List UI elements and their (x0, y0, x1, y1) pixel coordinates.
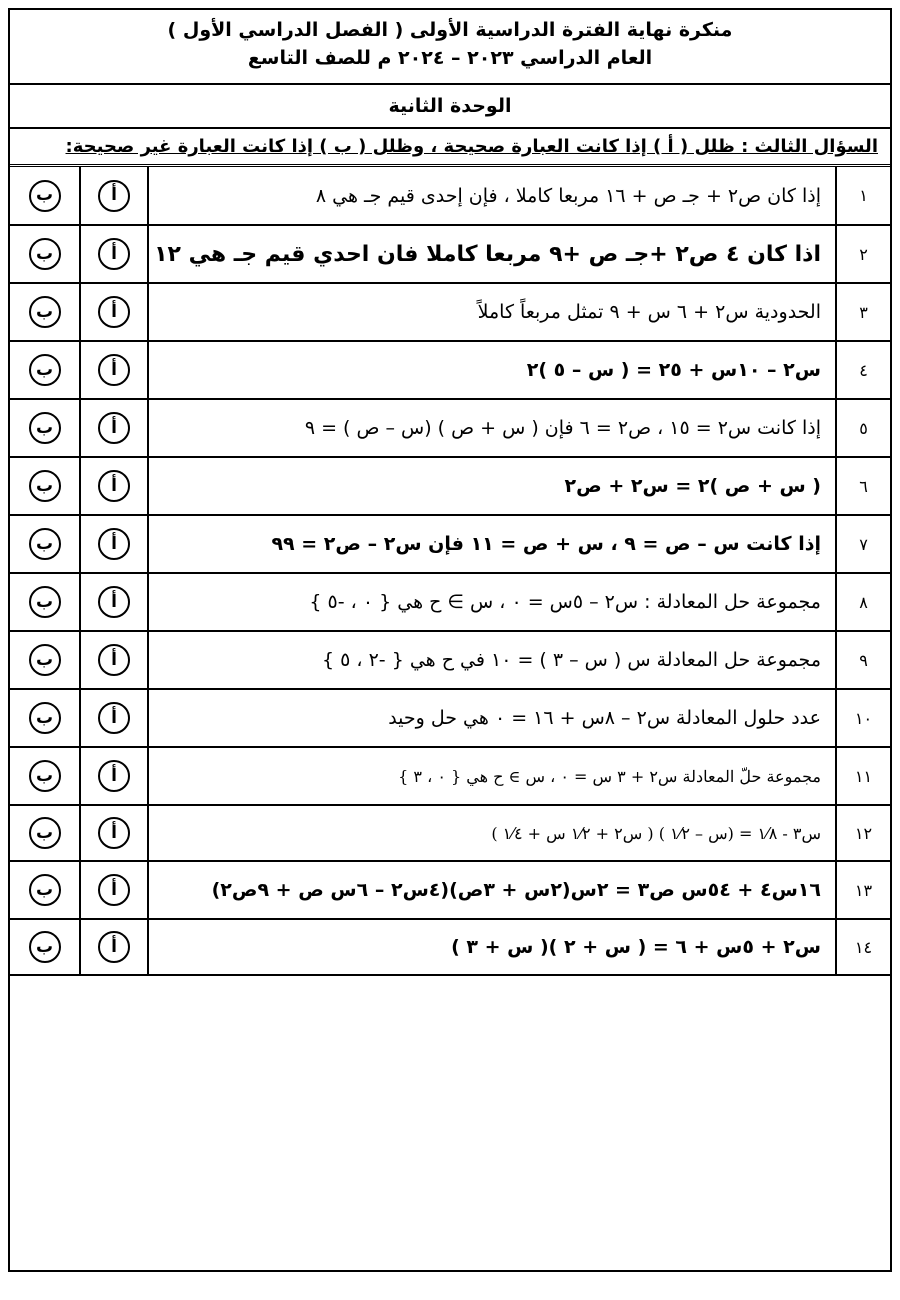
option-a-cell (80, 573, 148, 631)
option-b-cell (10, 631, 80, 689)
unit-heading: الوحدة الثانية (10, 85, 890, 129)
question-number: ١ (836, 167, 890, 225)
option-a-cell (80, 283, 148, 341)
option-b-bubble[interactable]: ب (29, 760, 61, 792)
true-false-table (10, 167, 890, 976)
question-statement: إذا كان ص٢ + جـ ص + ١٦ مربعا كاملا ، فإن إحدى قيم جـ هي ٨ (148, 167, 836, 225)
question-statement: مجموعة حل المعادلة : س٢ – ٥س = ٠ ، س ∋ ح هي { ٠ ، -٥ } (148, 573, 836, 631)
option-a-cell (80, 399, 148, 457)
option-b-bubble[interactable]: ب (29, 412, 61, 444)
question-statement: عدد حلول المعادلة س٢ – ٨س + ١٦ = ٠ هي حل وحيد (148, 689, 836, 747)
question-row (10, 167, 890, 225)
question-row (10, 225, 890, 283)
option-a-bubble[interactable]: أ (98, 702, 130, 734)
option-a-cell (80, 861, 148, 919)
option-b-cell (10, 515, 80, 573)
option-a-bubble[interactable]: أ (98, 470, 130, 502)
question-number: ١٤ (836, 919, 890, 975)
question-number: ٣ (836, 283, 890, 341)
question-row (10, 341, 890, 399)
question-number: ٥ (836, 399, 890, 457)
worksheet-title (10, 10, 890, 85)
question-number: ٦ (836, 457, 890, 515)
question-row (10, 919, 890, 975)
option-b-bubble[interactable]: ب (29, 470, 61, 502)
question-row (10, 283, 890, 341)
option-a-cell (80, 919, 148, 975)
option-a-cell (80, 747, 148, 805)
option-b-cell (10, 341, 80, 399)
question-number: ٢ (836, 225, 890, 283)
option-a-cell (80, 805, 148, 861)
title-line-2: العام الدراسي ٢٠٢٣ – ٢٠٢٤ م للصف التاسع (247, 47, 653, 69)
question-number: ٧ (836, 515, 890, 573)
question-number: ١٣ (836, 861, 890, 919)
option-b-bubble[interactable]: ب (29, 180, 61, 212)
question-row (10, 861, 890, 919)
option-a-bubble[interactable]: أ (98, 874, 130, 906)
question-number: ١٢ (836, 805, 890, 861)
option-b-bubble[interactable]: ب (29, 354, 61, 386)
question-row (10, 573, 890, 631)
option-b-bubble[interactable]: ب (29, 817, 61, 849)
option-b-bubble[interactable]: ب (29, 874, 61, 906)
option-a-bubble[interactable]: أ (98, 644, 130, 676)
worksheet-frame (8, 8, 892, 1272)
option-b-cell (10, 689, 80, 747)
question-statement: ١٦س٤ + ٥٤س ص٣ = ٢س(٢س + ٣ص)(٤س٢ – ٦س ص + ٩ص٢) (148, 861, 836, 919)
option-a-bubble[interactable]: أ (98, 817, 130, 849)
question-number: ١٠ (836, 689, 890, 747)
option-b-cell (10, 225, 80, 283)
option-b-bubble[interactable]: ب (29, 586, 61, 618)
question-statement: س٣ - ١⁄٨ = (س – ١⁄٢ ) ( س٢ + ١⁄٢ س + ١⁄٤ ) (148, 805, 836, 861)
option-b-bubble[interactable]: ب (29, 931, 61, 963)
option-a-bubble[interactable]: أ (98, 586, 130, 618)
option-a-bubble[interactable]: أ (98, 760, 130, 792)
option-a-cell (80, 225, 148, 283)
option-b-cell (10, 457, 80, 515)
option-a-cell (80, 515, 148, 573)
question-row (10, 631, 890, 689)
question-statement: مجموعة حلّ المعادلة س٢ + ٣ س = ٠ ، س ∋ ح هي { ٠ ، ٣ } (148, 747, 836, 805)
option-b-bubble[interactable]: ب (29, 644, 61, 676)
option-a-bubble[interactable]: أ (98, 528, 130, 560)
question-statement: إذا كانت س – ص = ٩ ، س + ص = ١١ فإن س٢ – ص٢ = ٩٩ (148, 515, 836, 573)
question-row (10, 689, 890, 747)
question-number: ١١ (836, 747, 890, 805)
title-line-1: منكرة نهاية الفترة الدراسية الأولى ( الفصل الدراسي الأول ) (167, 19, 733, 41)
option-a-bubble[interactable]: أ (98, 238, 130, 270)
option-b-cell (10, 399, 80, 457)
option-b-bubble[interactable]: ب (29, 528, 61, 560)
option-b-cell (10, 919, 80, 975)
question-statement: مجموعة حل المعادلة س ( س – ٣ ) = ١٠ في ح هي { -٢ ، ٥ } (148, 631, 836, 689)
question-number: ٨ (836, 573, 890, 631)
option-b-cell (10, 861, 80, 919)
option-a-cell (80, 457, 148, 515)
question-statement: س٢ – ١٠س + ٢٥ = ( س – ٥ )٢ (148, 341, 836, 399)
option-b-cell (10, 283, 80, 341)
option-b-bubble[interactable]: ب (29, 238, 61, 270)
option-b-bubble[interactable]: ب (29, 702, 61, 734)
option-b-cell (10, 805, 80, 861)
question-row (10, 457, 890, 515)
option-b-cell (10, 573, 80, 631)
question-number: ٤ (836, 341, 890, 399)
question-statement: اذا كان ٤ ص٢ +جـ ص +٩ مربعا كاملا فان احدي قيم جـ هي ١٢ (148, 225, 836, 283)
question-number: ٩ (836, 631, 890, 689)
question-statement: إذا كانت س٢ = ١٥ ، ص٢ = ٦ فإن ( س + ص ) (س – ص ) = ٩ (148, 399, 836, 457)
question-statement: ( س + ص )٢ = س٢ + ص٢ (148, 457, 836, 515)
option-a-cell (80, 631, 148, 689)
option-a-bubble[interactable]: أ (98, 354, 130, 386)
option-a-bubble[interactable]: أ (98, 296, 130, 328)
option-a-bubble[interactable]: أ (98, 412, 130, 444)
question-instruction: السؤال الثالث : ظلل ( أ ) إذا كانت العبارة صحيحة ، وظلل ( ب ) إذا كانت العبارة غير صحيحة: (10, 129, 890, 167)
option-b-cell (10, 747, 80, 805)
question-row (10, 399, 890, 457)
question-statement: س٢ + ٥س + ٦ = ( س + ٢ )( س + ٣ ) (148, 919, 836, 975)
option-a-cell (80, 341, 148, 399)
option-a-cell (80, 689, 148, 747)
question-statement: الحدودية س٢ + ٦ س + ٩ تمثل مربعاً كاملاً (148, 283, 836, 341)
question-row (10, 805, 890, 861)
question-row (10, 747, 890, 805)
option-a-bubble[interactable]: أ (98, 180, 130, 212)
question-row (10, 515, 890, 573)
option-a-bubble[interactable]: أ (98, 931, 130, 963)
option-b-cell (10, 167, 80, 225)
option-b-bubble[interactable]: ب (29, 296, 61, 328)
option-a-cell (80, 167, 148, 225)
